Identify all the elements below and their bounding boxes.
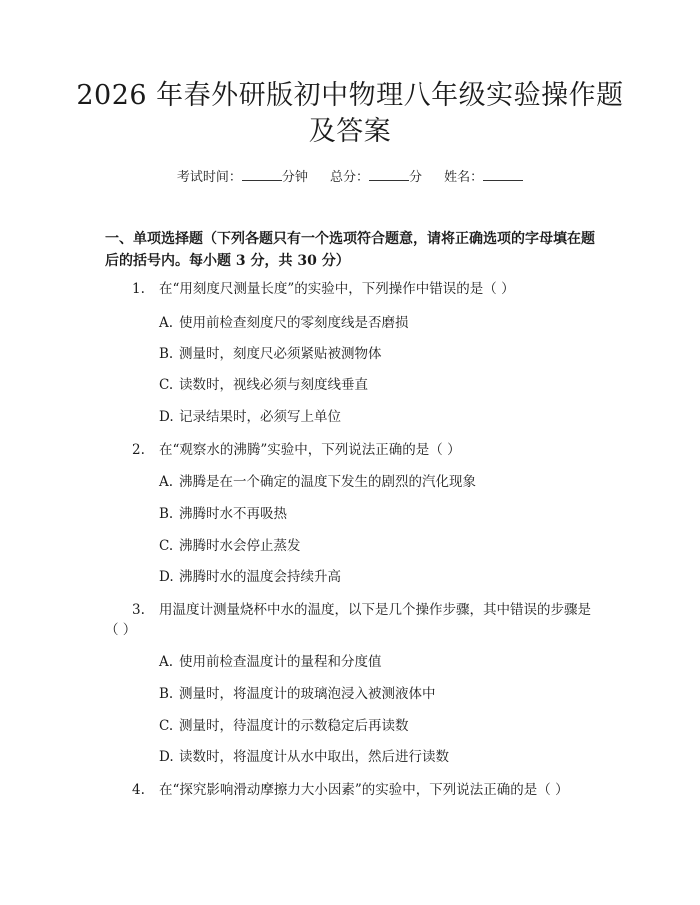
- option-text: 使用前检查温度计的量程和分度值: [179, 654, 382, 670]
- page-title-line1: 2026 年春外研版初中物理八年级实验操作题: [76, 80, 624, 111]
- name-blank: [483, 168, 523, 181]
- time-field: [177, 168, 308, 188]
- option-letter: B.: [159, 686, 174, 702]
- question-number: 1.: [132, 281, 145, 297]
- question-line-1: [105, 600, 605, 620]
- option-text: 沸腾时水的温度会持续升高: [179, 569, 341, 585]
- option-text: 测量时，将温度计的玻璃泡浸入被测液体中: [179, 686, 436, 702]
- question-line-2: （ ）: [105, 622, 137, 638]
- option-text: 沸腾时水不再吸热: [179, 506, 287, 522]
- option-letter: A.: [159, 315, 174, 331]
- time-label: 考试时间：: [176, 170, 242, 185]
- option-text: 沸腾时水会停止蒸发: [179, 538, 301, 554]
- time-unit: 分钟: [281, 170, 308, 185]
- question-text: 在“探究影响滑动摩擦力大小因素”的实验中，下列说法正确的是（ ）: [159, 782, 569, 798]
- question-text: 在“用刻度尺测量长度”的实验中，下列操作中错误的是（ ）: [159, 281, 515, 297]
- option-text: 读数时，将温度计从水中取出，然后进行读数: [179, 749, 449, 765]
- option-2a: [159, 472, 476, 492]
- time-blank: [242, 168, 282, 181]
- option-text: 使用前检查刻度尺的零刻度线是否磨损: [179, 315, 409, 331]
- option-2c: [159, 536, 301, 556]
- option-text: 记录结果时，必须写上单位: [179, 409, 341, 425]
- option-letter: C.: [159, 377, 174, 393]
- option-1b: [159, 344, 382, 364]
- option-letter: D.: [159, 569, 174, 585]
- page-title-line2: 及答案: [308, 116, 392, 147]
- option-1a: [159, 313, 409, 333]
- question-3: [105, 600, 605, 640]
- option-text: 测量时，待温度计的示数稳定后再读数: [179, 718, 409, 734]
- score-unit: 分: [409, 170, 423, 185]
- option-letter: C.: [159, 538, 174, 554]
- option-letter: C.: [159, 718, 174, 734]
- option-letter: A.: [159, 654, 174, 670]
- option-letter: A.: [159, 474, 174, 490]
- option-3a: [159, 652, 382, 672]
- question-text: 在“观察水的沸腾”实验中，下列说法正确的是（ ）: [159, 442, 461, 458]
- exam-info-row: [0, 168, 700, 188]
- question-4: [132, 780, 569, 800]
- option-text: 沸腾是在一个确定的温度下发生的剧烈的汽化现象: [179, 474, 476, 490]
- question-text: 用温度计测量烧杯中水的温度，以下是几个操作步骤，其中错误的步骤是: [159, 602, 591, 618]
- question-number: 2.: [132, 442, 145, 458]
- option-letter: D.: [159, 749, 174, 765]
- question-1: [132, 279, 515, 299]
- question-number: 3.: [132, 602, 145, 618]
- option-letter: D.: [159, 409, 174, 425]
- name-label: 姓名：: [444, 170, 484, 185]
- name-field: [444, 168, 523, 188]
- option-1d: [159, 407, 341, 427]
- option-letter: B.: [159, 506, 174, 522]
- option-1c: [159, 375, 368, 395]
- score-blank: [369, 168, 409, 181]
- section-header: 一、单项选择题（下列各题只有一个选项符合题意，请将正确选项的字母填在题后的括号内。每小题 3 分，共 30 分）: [105, 231, 595, 269]
- option-text: 测量时，刻度尺必须紧贴被测物体: [179, 346, 382, 362]
- option-3d: [159, 747, 449, 767]
- option-2d: [159, 567, 341, 587]
- score-field: [330, 168, 422, 188]
- option-2b: [159, 504, 287, 524]
- question-2: [132, 440, 461, 460]
- question-number: 4.: [132, 782, 145, 798]
- option-letter: B.: [159, 346, 174, 362]
- option-3b: [159, 684, 436, 704]
- option-3c: [159, 716, 409, 736]
- score-label: 总分：: [329, 170, 369, 185]
- option-text: 读数时，视线必须与刻度线垂直: [179, 377, 368, 393]
